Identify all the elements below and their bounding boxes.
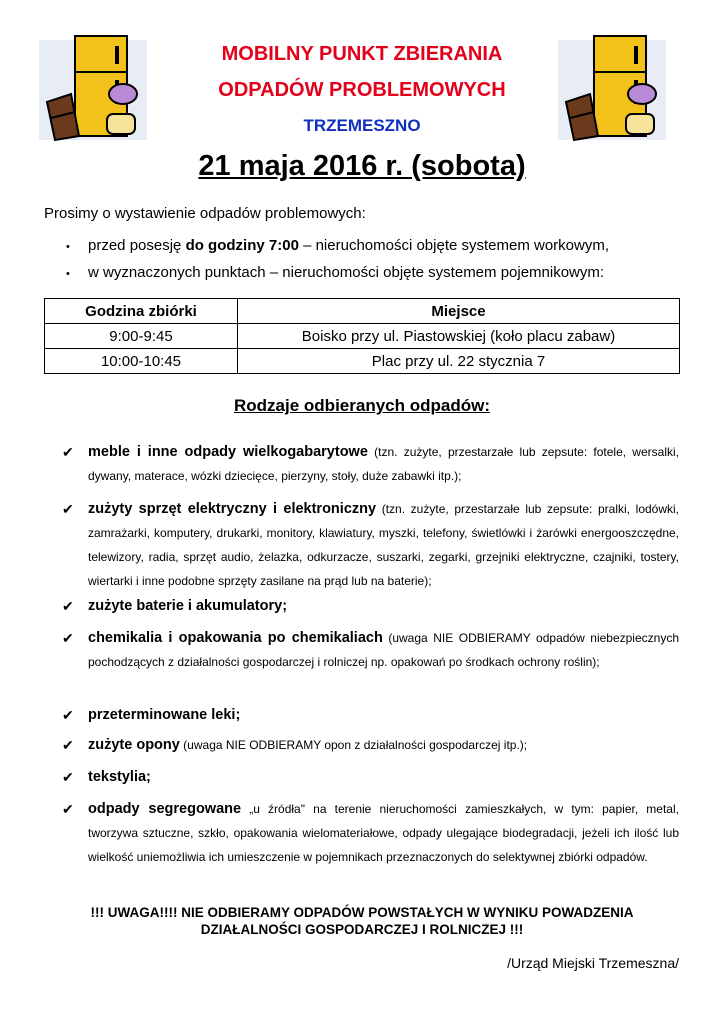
- check-icon: ✔: [62, 769, 74, 785]
- list-item: [88, 703, 679, 727]
- item-title: odpady segregowane: [88, 801, 242, 817]
- item-title: tekstylia;: [88, 769, 151, 785]
- item-desc: (uwaga NIE ODBIERAMY opon z działalności gospodarczej itp.);: [179, 738, 528, 752]
- bullet-text-bold: do godziny 7:00: [185, 237, 299, 254]
- item-title: przeterminowane leki;: [88, 707, 241, 723]
- list-item: [88, 440, 679, 488]
- section-title: Rodzaje odbieranych odpadów:: [234, 396, 490, 415]
- bullet-dot-icon: •: [66, 241, 70, 253]
- item-title: zużyte baterie i akumulatory;: [88, 598, 288, 614]
- intro-bullet: [66, 237, 70, 254]
- item-title: zużyte opony: [88, 737, 180, 753]
- check-icon: ✔: [62, 501, 74, 517]
- intro-text: Prosimy o wystawienie odpadów problemowych:: [44, 205, 366, 222]
- check-icon: ✔: [62, 598, 74, 614]
- title-line2: ODPADÓW PROBLEMOWYCH: [218, 79, 506, 101]
- intro-bullet: [66, 264, 70, 281]
- signature: /Urząd Miejski Trzemeszna/: [507, 955, 679, 971]
- warning-line1: !!! UWAGA!!!! NIE ODBIERAMY ODPADÓW POWSTAŁYCH W WYNIKU POWADZENIA: [90, 905, 634, 920]
- column-header: Miejsce: [238, 299, 680, 324]
- list-item: [88, 733, 679, 757]
- bullet-dot-icon: •: [66, 268, 70, 280]
- event-date: 21 maja 2016 r. (sobota): [198, 150, 526, 182]
- title-line1: MOBILNY PUNKT ZBIERANIA: [221, 43, 503, 65]
- list-item: [88, 797, 679, 869]
- item-title: meble i inne odpady wielkogabarytowe: [88, 444, 368, 460]
- intro-bullet-text: [88, 237, 609, 254]
- list-item: [88, 765, 679, 789]
- check-icon: ✔: [62, 737, 74, 753]
- bullet-text-pre: w wyznaczonych punktach – nieruchomości objęte systemem pojemnikowym:: [88, 264, 605, 281]
- check-icon: ✔: [62, 630, 74, 646]
- item-title: zużyty sprzęt elektryczny i elektroniczny: [88, 501, 377, 517]
- list-item: [88, 626, 679, 674]
- table-row: [45, 324, 680, 349]
- item-desc: (tzn. zużyte, przestarzałe lub zepsute: fotele, wersalki, dywany, materace, wózki dziecięce, pierzyny, stoły, duże zabawki itp.);: [88, 445, 679, 483]
- item-title: chemikalia i opakowania po chemikaliach: [88, 630, 383, 646]
- column-header: Godzina zbiórki: [45, 299, 238, 324]
- item-desc: „u źródła" na terenie nieruchomości zamieszkałych, w tym: papier, metal, tworzywa sztuczne, szkło, opakowania wielomateriałowe, odpady ulegające biodegradacji, jeżeli ich ilość lub wielkość uniemożliwia ich umieszczenie w pojemnikach przeznaczonych do selektywnej zbiórki odpadów.: [88, 802, 679, 864]
- bullet-text-pre: przed posesję: [88, 237, 186, 254]
- item-desc: (uwaga NIE ODBIERAMY odpadów niebezpiecznych pochodzących z działalności gospodarczej i rolniczej np. opakowań po środkach ochrony roślin);: [88, 631, 679, 669]
- place-cell: Plac przy ul. 22 stycznia 7: [238, 349, 680, 374]
- time-cell: 9:00-9:45: [45, 324, 238, 349]
- town-name: TRZEMESZNO: [303, 116, 421, 135]
- list-item: [88, 594, 679, 618]
- table-header-row: [45, 299, 680, 324]
- table-row: [45, 349, 680, 374]
- list-item: [88, 497, 679, 593]
- check-icon: ✔: [62, 444, 74, 460]
- bullet-text-post: – nieruchomości objęte systemem workowym,: [298, 237, 610, 254]
- time-cell: 10:00-10:45: [45, 349, 238, 374]
- place-cell: Boisko przy ul. Piastowskiej (koło placu zabaw): [238, 324, 680, 349]
- intro-bullet-text: [88, 264, 604, 281]
- item-desc: (tzn. zużyte, przestarzałe lub zepsute: pralki, lodówki, zamrażarki, komputery, drukarki, monitory, klawiatury, myszki, telefony, świetlówki i żarówki energooszczędne, telewizory, radia, sprzęt audio, żelazka, odkurzacze, suszarki, zegarki, grzejniki elektryczne, czajniki, tostery, wiertarki i inne podobne sprzęty zasilane na prąd lub na baterie);: [88, 502, 680, 588]
- check-icon: ✔: [62, 707, 74, 723]
- warning-line2: DZIAŁALNOŚCI GOSPODARCZEJ I ROLNICZEJ !!!: [200, 922, 524, 937]
- schedule-table: [44, 298, 680, 374]
- check-icon: ✔: [62, 801, 74, 817]
